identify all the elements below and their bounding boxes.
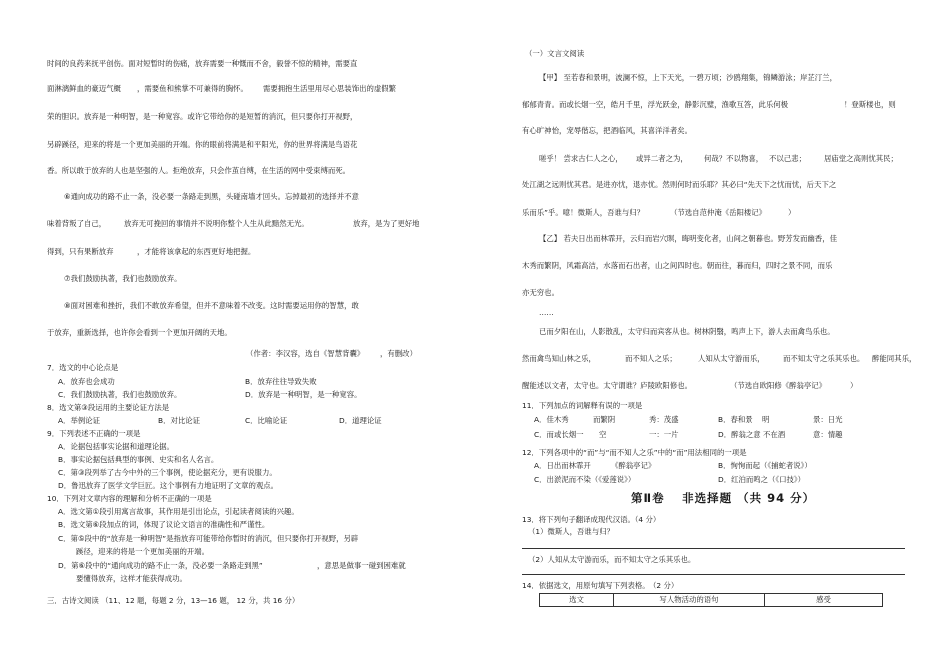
table-header-cell: 写人物活动的语句 (614, 594, 765, 607)
question-10-option-b: B．选文第⑥段加点的词，体现了议论文语言的准确性和严谨性。 (58, 520, 270, 529)
passage-line: ，需要鱼和熊掌不可兼得的胸怀。 (137, 84, 248, 93)
paragraph-7-line: ⑦我们鼓励执著，我们也鼓励放弃。 (64, 274, 182, 283)
paragraph-6-line: ⑥通向成功的路不止一条，没必要一条路走到黑，头碰南墙才回头。忘掉最初的选择并不意 (64, 192, 359, 201)
question-9-stem: 9．下列表述不正确的一项是 (47, 429, 141, 438)
passage-line: 荣的胆识。放弃是一种明智，是一种宽容。或许它带给你的是短暂的消沉，但只要你打开视野， (47, 112, 358, 121)
passage-jia-line: 郁郁青青。而或长烟一空，皓月千里，浮光跃金，静影沉璧，渔歌互答，此乐何极 (522, 100, 789, 109)
left-page (0, 0, 470, 658)
table-header-cell: 选文 (540, 594, 614, 607)
passage-jia-line: 乐而乐”乎。噫！微斯人，吾谁与归？ (522, 208, 645, 217)
passage-yi-line: 已而夕阳在山，人影散乱，太守归而宾客从也。树林阴翳，鸣声上下，游人去而禽鸟乐也。 (539, 327, 835, 336)
passage-yi-line: 人知从太守游而乐， (698, 354, 765, 363)
question-12-option-b: B．恂恂而起（《捕蛇者说》） (718, 461, 812, 470)
question-11-option-b: 明 (762, 415, 770, 424)
question-9-option-a: A．论据包括事实论据和道理论据。 (58, 442, 174, 451)
passage-line: 得到，只有果断放弃 (47, 247, 114, 256)
question-13-score: （4 分） (631, 515, 661, 524)
question-8-stem: 8．选文第③段运用的主要论证方法是 (47, 403, 170, 412)
passage-jia-line: 何哉？不以物喜， (704, 154, 764, 163)
question-10-option-a: A．选文第①段引用寓言故事，其作用是引出论点，引起读者阅读的兴趣。 (58, 507, 299, 516)
question-9-option-c: C．第③段列举了古今中外的三个事例，使论据充分，更有说服力。 (58, 468, 277, 477)
passage-jia-line: 或异二者之为， (636, 154, 688, 163)
passage-jia-source-tail: ） (788, 208, 796, 217)
passage-yi-line: 而不知太守之乐其乐也。 (783, 354, 865, 363)
question-9-option-d: D．鲁迅放弃了医学文学巨匠。这个事例有力地证明了文章的观点。 (58, 481, 279, 490)
right-page (475, 0, 950, 658)
question-11-option-a: 秀：茂盛 (649, 415, 679, 424)
passage-jia-source: （节选自范仲淹《岳阳楼记》 (670, 208, 767, 217)
question-10-option-c: C．第⑤段中的“放弃是一种明智”是指放弃可能带给你暂时的消沉，但只要你打开视野，另辟 (58, 534, 359, 543)
passage-jia-line: 有心旷神怡，宠辱偕忘，把酒临风，其喜洋洋者矣。 (522, 126, 692, 135)
table-header-row (540, 594, 883, 607)
question-8-option-b: B．对比论证 (158, 416, 201, 425)
question-11-option-a: 而繁阴 (593, 415, 616, 424)
question-10-stem: 10．下列对文章内容的理解和分析不正确的一项是 (47, 494, 212, 503)
passage-yi-line: 亦无穷也。 (522, 288, 559, 297)
passage-yi-source: （节选自欧阳修《醉翁亭记》 (730, 381, 827, 390)
question-13-stem: 13．将下列句子翻译成现代汉语。 (522, 515, 635, 524)
question-8-option-a: A．举例论证 (58, 416, 101, 425)
question-12-option-c: C．出淤泥而不染（《爱莲说》） (534, 475, 636, 484)
question-12-option-a: A．日出而林霏开 (534, 461, 591, 470)
question-14-table (539, 593, 883, 607)
question-10-option-d-tail: ，意思是做事一碰到困难就 (317, 561, 406, 570)
passage-jia-line: 【甲】 至若春和景明，波澜不惊，上下天光，一碧万顷；沙鸥翔集，锦鳞游泳；岸芷汀兰， (539, 73, 837, 82)
part-2-heading: 第Ⅱ卷 非选择题 （共 94 分） (631, 491, 816, 505)
question-12-option-a-source: 《醉翁亭记》 (611, 461, 656, 470)
question-8-option-d: D．道理论证 (339, 416, 382, 425)
question-9-option-b: B．事实论据包括典型的事例、史实和名人名言。 (58, 455, 219, 464)
passage-line: 放弃，是为了更好地 (353, 219, 420, 228)
question-12-stem: 12．下列各项中的“而”与“而不知人之乐”中的“而”用法相同的一项是 (522, 448, 747, 457)
question-11-option-d: 不在酒 (763, 430, 786, 439)
passage-yi-ellipsis: …… (539, 308, 554, 317)
question-7-stem: 7．选文的中心论点是 (47, 363, 119, 372)
passage-line: 味着背叛了自己， (47, 219, 107, 228)
answer-line[interactable] (522, 548, 905, 549)
question-11-option-d: D．醉翁之意 (718, 430, 761, 439)
passage-yi-line: 【乙】 若夫日出而林霏开，云归而岩穴暝，晦明变化者，山间之朝暮也。野芳发而幽香，佳 (539, 234, 837, 243)
question-10-option-c-cont: 蹊径，迎来的将是一个更加美丽的开端。 (76, 547, 210, 556)
passage-line: 时间的良药来抚平创伤。面对短暂时的伤痛，放弃需要一种慨而不舍，毅誉不惊的精神，需要直 (47, 59, 358, 68)
passage-jia-line: 处江湖之远则忧其君。是进亦忧，退亦忧。然则何时而乐耶？其必曰“先天下之忧而忧，后天下之 (522, 180, 837, 189)
passage-line: 面淋漓鲜血的豪迈气概 (47, 84, 121, 93)
passage-jia-line: 居庙堂之高则忧其民； (824, 154, 898, 163)
passage-yi-line: 木秀而繁阴，风霜高洁，水落而石出者，山之间四时也。朝而往，暮而归，四时之景不同，而乐 (522, 261, 833, 270)
source-note-tail: ，有删改） (380, 349, 417, 358)
question-11-option-d: 意：情趣 (813, 430, 843, 439)
passage-line: 需要拥抱生活里用尽心思装饰出的虚假繁 (263, 84, 397, 93)
question-11-stem: 11．下列加点的词解释有误的一项是 (522, 401, 643, 410)
passage-yi-line: 醉能同其乐， (872, 354, 917, 363)
question-11-option-b: B．春和景 (718, 415, 753, 424)
question-14-score: （2 分） (649, 581, 679, 590)
question-13-sentence-1: （1）微斯人，吾谁与归？ (528, 527, 615, 536)
passage-yi-source-tail: ） (850, 381, 858, 390)
question-11-option-a: A．佳木秀 (534, 415, 569, 424)
passage-jia-line: 不以己悲； (769, 154, 806, 163)
question-10-option-d-cont: 要懂得放弃，这样才能获得成功。 (76, 574, 187, 583)
question-11-option-c: 一：一片 (649, 430, 679, 439)
question-7-option-a: A．放弃也会成功 (58, 377, 115, 386)
question-8-option-c: C．比喻论证 (245, 416, 288, 425)
question-11-option-b: 景：日光 (813, 415, 843, 424)
question-7-option-d: D．放弃是一种明智，是一种宽容。 (245, 390, 362, 399)
question-7-option-b: B．放弃往往导致失败 (245, 377, 317, 386)
answer-line[interactable] (522, 574, 905, 575)
passage-yi-line: 然而禽鸟知山林之乐， (522, 354, 596, 363)
passage-jia-line: 嗟乎！ 尝求古仁人之心， (539, 154, 623, 163)
question-13-sentence-2: （2）人知从太守游而乐，而不知太守之乐其乐也。 (528, 555, 696, 564)
question-14-stem: 14．依据选文，用原句填写下列表格。 (522, 581, 650, 590)
passage-line: 于放弃，重新选择，也许你会看到一个更加开阔的天地。 (47, 328, 232, 337)
passage-line: 香。所以敢于放弃的人也是坚强的人。拒绝放弃，只会作茧自缚，在生活的网中受束缚而死。 (47, 166, 351, 175)
question-10-option-d: D．第⑥段中的“通向成功的路不止一条，没必要一条路走到黑” (58, 561, 263, 570)
passage-yi-line: 而不知人之乐； (625, 354, 677, 363)
question-11-option-c: C．而或长烟一 (534, 430, 584, 439)
passage-line: 放弃无可挽回的事情并不说明你整个人生从此黯然无光。 (124, 219, 309, 228)
question-7-option-c: C．我们鼓励执著，我们也鼓励放弃。 (58, 390, 182, 399)
question-12-option-d: D．红泊而鸣之（《口技》） (718, 475, 805, 484)
question-11-option-c: 空 (599, 430, 607, 439)
paragraph-8-line: ⑧面对困难和挫折，我们不敢放弃希望，但并不意味着不改变。这时需要运用你的智慧，敢 (64, 301, 359, 310)
classical-reading-heading: （一）文言文阅读 (525, 49, 585, 58)
passage-yi-line: 醒能述以文者，太守也。太守谓谁？庐陵欧阳修也。 (522, 381, 692, 390)
table-header-cell: 感受 (765, 594, 883, 607)
passage-line: ，才能将该拿起的东西更好地把握。 (137, 247, 256, 256)
passage-jia-line: ！登斯楼也，则 (844, 100, 896, 109)
passage-line: 另辟蹊径，迎来的将是一个更加美丽的开端。你的眼前将满是和平阳光，你的世界将满是鸟语花 (47, 140, 358, 149)
source-note: （作者：李汉容，选自《智慧背囊》 (246, 349, 365, 358)
section-3-heading: 三．古诗文阅读 （11、12 题，每题 2 分，13—16 题， 12 分，共 16 分） (47, 596, 300, 605)
